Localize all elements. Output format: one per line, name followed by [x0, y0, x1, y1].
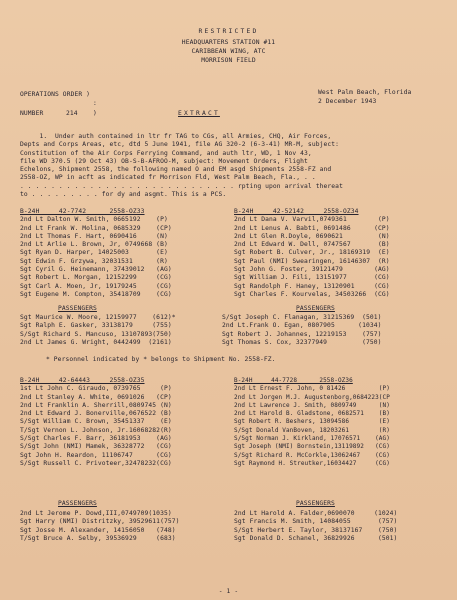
crew-member: Sgt Robert B. Culver, Jr., 18169319 (E) — [234, 249, 390, 257]
passenger: T/Sgt Bruce A. Selby, 39536929 (683) — [20, 534, 176, 542]
location-line: West Palm Beach, Florida — [318, 89, 412, 96]
wing-line: CARIBBEAN WING, ATC — [191, 48, 266, 55]
crew-member: 2nd Lt Franklin A. Sherrill,0809745 (N) — [20, 401, 172, 409]
crew-member: 2nd Lt Edward J. Bonerville,0676522 (B) — [20, 410, 172, 418]
paragraph-line: 1. Under auth contained in ltr fr TAG to CGs, all Armies, CHQ, Air Forces, — [20, 133, 332, 140]
crew-member: Sgt Joseph (NMI) Bornstein,13119892 (CG) — [234, 443, 390, 451]
crew-member: Sgt Charles F. Kourvelas, 34503266 (CG) — [234, 290, 390, 298]
passengers-heading: PASSENGERS — [296, 305, 335, 312]
passenger: 2nd Lt James G. Wright, 0442499 (2161) — [20, 338, 172, 346]
shipment-note: * Personnel indicated by * belongs to Shipment No. 2558-FZ. — [46, 356, 276, 363]
passengers-heading: PASSENGERS — [296, 500, 335, 507]
passengers-heading: PASSENGERS — [58, 500, 97, 507]
passengers-right-2 — [234, 510, 397, 543]
number-label: NUMBER — [20, 110, 44, 117]
crew-member: Sgt William J. Fili, 13151977 (CG) — [234, 274, 390, 282]
field-line: MORRISON FIELD — [201, 57, 256, 64]
crew-member: Sgt John G. Foster, 39121479 (AG) — [234, 266, 390, 274]
passenger: Sgt Maurice W. Moore, 12159977 (612)* — [20, 314, 176, 321]
passengers-left — [20, 314, 176, 347]
crew-member: S/Sgt Donald VanBoven, 18203261 (R) — [234, 426, 390, 434]
paragraph-line: . . . . . . . . . . . . . . . . . . . . . . . . . . . . rpting upon arrival thereat — [20, 182, 343, 190]
crew-member: S/Sgt Norman J. Kirkland, 17076571 (AG) — [234, 435, 390, 443]
number-paren: ) — [93, 110, 97, 117]
crew-member: 2nd Lt Lawrence J. Smith, 0809749 (N) — [234, 401, 390, 409]
paragraph-line: to . . . . . . . . . for dy and asgmt. This is a PCS. — [20, 191, 227, 199]
paragraph-line: 2558-OZ, WP in acft as indicated fr Morrison Fld, West Palm Beach, Fla., . . — [20, 174, 316, 182]
crew-member: Sgt Robert L. Morgan, 12152299 (CG) — [20, 274, 172, 282]
operations-order-label: OPERATIONS ORDER ) — [20, 91, 91, 98]
paren-mid: : — [93, 100, 97, 107]
crew-member: 2nd Lt Dalton W. Smith, 0665192 (P) — [20, 216, 168, 224]
crew-member: 2nd Lt Lenus A. Babti, 0691486 (CP) — [234, 224, 390, 232]
crew-member: 2nd Lt Ernest F. John, 0 81426 (P) — [234, 385, 390, 393]
passengers-right — [222, 314, 382, 347]
crew-member: S/Sgt William C. Brown, 35451337 (E) — [20, 418, 172, 426]
crew-member: Sgt Paul (NMI) Swearingen, 16146307 (R) — [234, 257, 390, 265]
crew-header: B-24H 42-7742 2558-OZ33 — [20, 208, 145, 215]
passenger: S/Sgt Richard S. Mancuso, 13107893(750) — [20, 330, 172, 338]
passenger: Sgt Francis M. Smith, 14084055 (757) — [234, 518, 398, 526]
authority-paragraph — [20, 133, 343, 199]
crew-member: 2nd Lt Arlie L. Brown, Jr, 0749668 (B) — [20, 241, 168, 249]
crew-member: 2nd Lt Edward W. Dell, 0747567 (B) — [234, 241, 390, 249]
crew-member: 2nd Lt Thomas F. Hart, 0690416 (N) — [20, 232, 168, 240]
crew-member: 2nd Lt Jorgen M.J. Augustenborg,0684223(CP — [234, 393, 390, 401]
crew-header: B-24H 44-7728 2558-OZ36 — [234, 377, 353, 384]
crew-header: B-24H 42-52142 2558-OZ34 — [234, 208, 359, 215]
passenger: Sgt Robert J. Johannes, 12219153 (757) — [222, 330, 382, 338]
passengers-left-2 — [20, 510, 180, 543]
passenger: Sgt Harry (NMI) Distritzky, 39529611(757) — [20, 518, 180, 526]
passenger: 2nd Lt Jerome P. Dowd,III,0749709(1035) — [20, 510, 172, 517]
headquarters-line: HEADQUARTERS STATION #11 — [181, 39, 276, 46]
crew-2558-oz36 — [234, 377, 390, 468]
crew-member: Sgt Robert R. Beshers, 13094586 (E) — [234, 418, 390, 426]
crew-member: Sgt Raymond H. Streutker,16034427 (CG) — [234, 459, 390, 467]
crew-member: Sgt Carl A. Moen, Jr, 19179245 (CG) — [20, 282, 172, 290]
passenger: 2nd Lt Harold A. Falder,0690070 (1024) — [234, 510, 398, 517]
number-value: 214 — [66, 110, 78, 117]
crew-member: 2nd Lt Glen R.Doyle, 0690621 (N) — [234, 232, 390, 240]
crew-member: Sgt Ryan D. Harper, 14025003 (E) — [20, 249, 168, 257]
passenger: Sgt Josse M. Alexander, 14156050 (748) — [20, 526, 176, 534]
crew-member: S/Sgt Russell C. Privoteer,32478232(CG) — [20, 459, 172, 467]
crew-member: Sgt Eugene M. Compton, 35418709 (CG) — [20, 290, 172, 298]
crew-member: Sgt Randolph F. Haney, 13120901 (CG) — [234, 282, 390, 290]
crew-member: Sgt Edwin F. Grzywa, 32031531 (R) — [20, 257, 168, 265]
crew-2558-oz33 — [20, 208, 172, 299]
paragraph-line: file WD 370.5 (29 Oct 43) OB-S-B-AFROO-M, subject: Movement Orders, Flight — [20, 157, 308, 165]
crew-member: Sgt John H. Reardon, 11106747 (CG) — [20, 451, 172, 459]
page-number: - 1 - — [218, 588, 239, 595]
crew-member: 2nd Lt Frank W. Molina, 0685329 (CP) — [20, 224, 172, 232]
crew-2558-oz35 — [20, 377, 172, 468]
passenger: S/Sgt Joseph C. Flanagan, 31215369 (501) — [222, 314, 382, 321]
paragraph-line: Constitution of the Air Corps Ferrying Command, and auth ltr, WD, 1 Nov 43, — [20, 149, 312, 157]
classification-label: RESTRICTED — [198, 28, 259, 35]
paragraph-line: Depts and Corps Areas, etc, dtd 5 June 1941, file AG 320-2 (6-3-41) MR-M, subject: — [20, 141, 340, 149]
crew-member: 2nd Lt Dana V. Varvil,0749361 (P) — [234, 216, 390, 224]
crew-member: S/Sgt Richard R. McCorkle,13062467 (CG) — [234, 451, 390, 459]
passenger: Sgt Donald D. Schanel, 36829926 (501) — [234, 534, 398, 542]
crew-2558-oz34 — [234, 208, 390, 299]
extract-heading: EXTRACT — [178, 110, 220, 117]
passenger: Sgt Thomas S. Cox, 32377949 (750) — [222, 338, 382, 346]
crew-member: 2nd Lt Stanley A. White, 0691026 (CP) — [20, 393, 172, 401]
crew-member: S/Sgt John (NMI) Mamek, 36328772 (CG) — [20, 443, 172, 451]
passengers-heading: PASSENGERS — [58, 305, 97, 312]
crew-member: T/Sgt Vernon L. Johnson, Jr.16068282(R) — [20, 426, 172, 434]
paragraph-line: Echelons, Shipment 2558, the following named O and EM asgd Shipments 2558-FZ and — [20, 166, 332, 174]
crew-header: B-24H 42-64443 2558-OZ35 — [20, 377, 145, 384]
crew-member: S/Sgt Charles F. Barr, 36181953 (AG) — [20, 435, 172, 443]
date-line: 2 December 1943 — [318, 98, 377, 105]
crew-member: Sgt Cyril G. Heinemann, 37439012 (AG) — [20, 266, 172, 274]
passenger: 2nd Lt.Frank O. Egan, 0807905 (1034) — [222, 322, 382, 330]
passenger: S/Sgt Herbert E. Taylor, 38137167 (750) — [234, 526, 398, 534]
passenger: Sgt Ralph E. Gasker, 33138179 (755) — [20, 322, 172, 330]
crew-member: 2nd Lt Harold B. Gladstone, 0682571 (B) — [234, 410, 390, 418]
crew-member: 1st Lt John C. Giraudo, 0739765 (P) — [20, 385, 172, 393]
